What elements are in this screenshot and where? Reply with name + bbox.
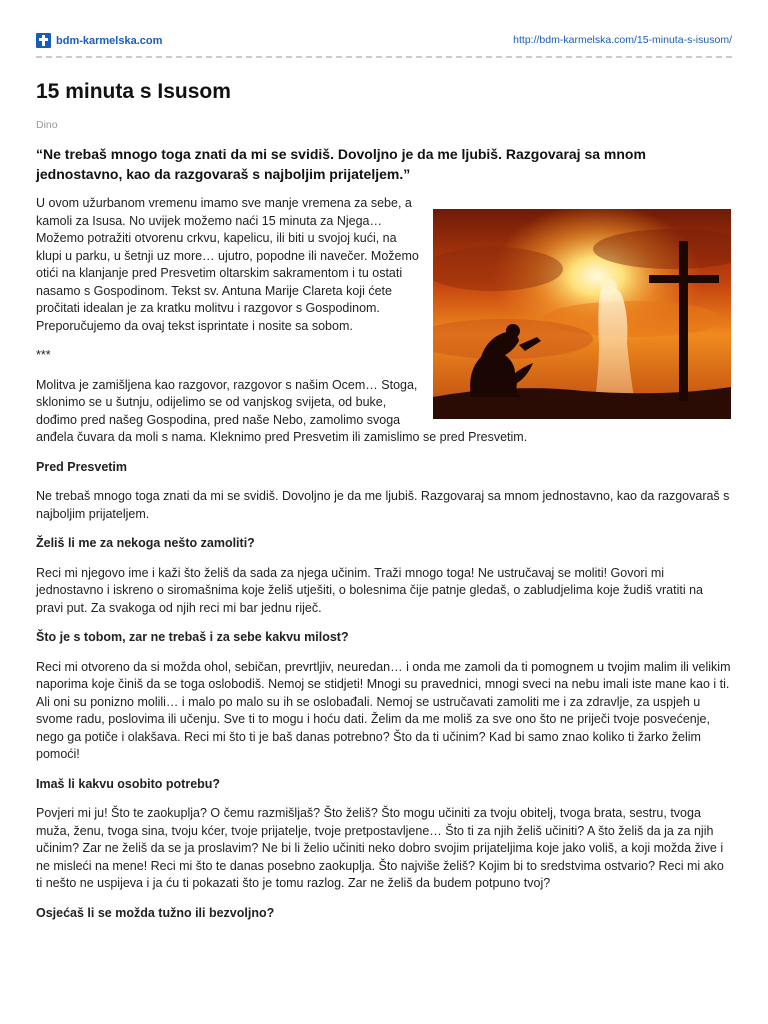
- page-url-link[interactable]: http://bdm-karmelska.com/15-minuta-s-isusom/: [513, 34, 732, 46]
- sunset-prayer-illustration: [433, 209, 731, 419]
- lead-quote: “Ne trebaš mnogo toga znati da mi se svidiš. Dovoljno je da me ljubiš. Razgovaraj sa mnom jednostavno, kao da razgovaraš s najboljim prijateljem.”: [36, 146, 646, 182]
- separator: ***: [36, 348, 51, 362]
- section-paragraph: Reci mi njegovo ime i kaži što želiš da sada za njega učinim. Traži mnogo toga! Ne ustručavaj se moliti! Govori mi jednostavno i iskreno o siromašnima koje želiš utješiti, o bolesnima čije patnje gledaš, o zabludjelima koje žudiš vratiti na pravi put. Za svakoga od njih reci mi bar jednu riječ.: [36, 565, 704, 615]
- section-heading: Pred Presvetim: [36, 459, 128, 474]
- section-paragraph: Reci mi otvoreno da si možda ohol, sebičan, prevrtljiv, neuredan… i onda me zamoli da ti pomognem u tvojim malim ili velikim naporima koje činiš da se toga oslobodiš. Nemoj se stidjeti! Mnogi su pravednici, mnogi sveci na nebu imali iste mane kao i ti. Ali oni su ponizno molili… i malo po malo su ih se oslobađali. Nemoj se ustručavati zamoliti me i za zdravlje, za uspjeh u svome radu, poslovima ili učenju. Sve ti to mogu i hoću dati. Želim da me moliš za sve ono što ne priječi tvoje posvećenje, nego ga potiče i olakšava. Reci mi što ti je baš danas potrebno? Što da ti učinim? Kad bi samo znao koliko ti žarko želim pomoći!: [36, 659, 731, 761]
- article-image: [433, 209, 731, 419]
- intro-paragraph: U ovom užurbanom vremenu imamo sve manje vremena za sebe, a kamoli za Isusa. No uvijek možemo naći 15 minuta za Njega… Možemo potražiti otvorenu crkvu, kapelicu, ili biti u svojoj kući, na klupi u parku, u šetnji uz more… ujutro, popodne ili navečer. Možemo otići na klanjanje pred Presvetim oltarskim sakramentom i tu ostati nasamo s Gospodinom. Tekst sv. Antuna Marije Clareta koji ćete pročitati idealan je za kratku molitvu i razgovor s Gospodinom. Preporučujemo da ovaj tekst isprintate i nosite sa sobom.: [36, 196, 419, 333]
- section-paragraph: Povjeri mi ju! Što te zaokuplja? O čemu razmišljaš? Što želiš? Što mogu učiniti za tvoju obitelj, tvoga brata, sestru, tvoga muža, ženu, tvoga sina, tvoju kćer, tvoje prijatelje, tvoje pretpostavljene… Što ti za njih želiš učiniti? A što želiš da ja za njih učinim? Zar ne želiš da se ja proslavim? Ne bi li želio učiniti neko dobro svojim prijateljima koje jako voliš, a koji možda žive i ne misleći na mene! Reci mi što te danas posebno zaokuplja. Što najviše želiš? Kojim bi to sredstvima ostvario? Reci mi ako ti nešto ne uspijeva i ja ću ti pokazati što je tomu razlog. Zar ne želiš da budem potpuno tvoj?: [36, 806, 724, 890]
- article-body: [36, 195, 732, 934]
- prayer-intro-paragraph: Molitva je zamišljena kao razgovor, razgovor s našim Ocem… Stoga, sklonimo se u šutnju, odijelimo se od vanjskog svijeta, od buke, dođimo pred našeg Gospodina, pred naše Nebo, zamolimo svoga anđela čuvara da moli s nama. Kleknimo pred Presvetim ili zamislimo se pred Presvetim.: [36, 377, 528, 444]
- site-link[interactable]: [36, 33, 162, 48]
- page-title: 15 minuta s Isusom: [36, 80, 231, 103]
- site-header: [36, 30, 732, 58]
- section-heading: Želiš li me za nekoga nešto zamoliti?: [36, 536, 255, 550]
- site-logo-icon: [36, 33, 51, 48]
- section-heading: Osjećaš li se možda tužno ili bezvoljno?: [36, 905, 275, 920]
- author-name: Dino: [36, 119, 58, 131]
- site-name[interactable]: bdm-karmelska.com: [56, 34, 163, 47]
- section-heading: Što je s tobom, zar ne trebaš i za sebe kakvu milost?: [36, 630, 349, 644]
- section-heading: Imaš li kakvu osobito potrebu?: [36, 776, 221, 791]
- section-paragraph: Ne trebaš mnogo toga znati da mi se svidiš. Dovoljno je da me ljubiš. Razgovaraj sa mnom jednostavno, kao da razgovaraš s najboljim prijateljem.: [36, 489, 730, 521]
